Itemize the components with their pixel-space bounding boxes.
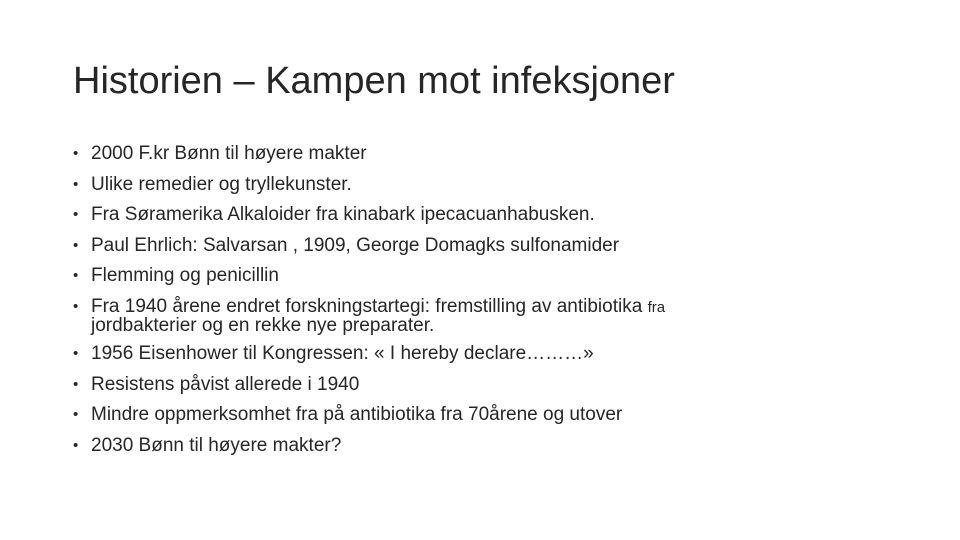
bullet-item [71,142,931,165]
bullet-text: 2030 Bønn til høyere makter? [91,434,342,456]
bullet-text: 2000 F.kr Bønn til høyere makter [91,143,367,164]
bullet-text-small: fra [647,298,666,316]
bullet-item [71,173,931,196]
bullet-dot-icon: • [73,297,79,315]
bullet-text: Paul Ehrlich: Salvarsan , 1909, George Domagks sulfonamider [91,234,620,256]
bullet-text: Flemming og penicillin [91,265,279,286]
bullet-item [71,234,931,257]
bullet-text: 1956 Eisenhower til Kongressen: « I hereby declare………» [91,343,594,364]
bullet-dot-icon: • [73,206,79,223]
bullet-item [71,373,931,396]
bullet-dot-icon: • [73,145,79,162]
bullet-text: Ulike remedier og tryllekunster. [91,173,352,195]
bullet-text [91,296,665,317]
bullet-dot-icon: • [73,436,79,454]
bullet-text: Resistens påvist allerede i 1940 [91,373,360,395]
bullet-dot-icon: • [73,406,79,423]
bullet-text: Fra Søramerika Alkaloider fra kinabark ipecacuanhabusken. [91,204,595,225]
bullet-item [71,434,931,457]
slide-title: Historien – Kampen mot infeksjoner [73,60,675,102]
bullet-item [71,403,931,426]
bullet-item [71,264,931,287]
bullet-dot-icon: • [73,236,79,254]
bullet-dot-icon: • [73,375,79,393]
bullet-text-main: Fra 1940 årene endret forskningstartegi: fremstilling av antibiotika [91,295,643,317]
bullet-text: Mindre oppmerksomhet fra på antibiotika fra 70årene og utover [91,404,623,425]
bullet-dot-icon: • [73,175,79,193]
bullet-item [71,342,931,365]
bullet-item [71,203,931,226]
bullet-list [71,142,931,464]
bullet-dot-icon: • [73,345,79,362]
bullet-continuation: jordbakterier og en rekke nye preparater. [91,314,435,336]
bullet-dot-icon: • [73,267,79,284]
bullet-item [71,295,931,335]
